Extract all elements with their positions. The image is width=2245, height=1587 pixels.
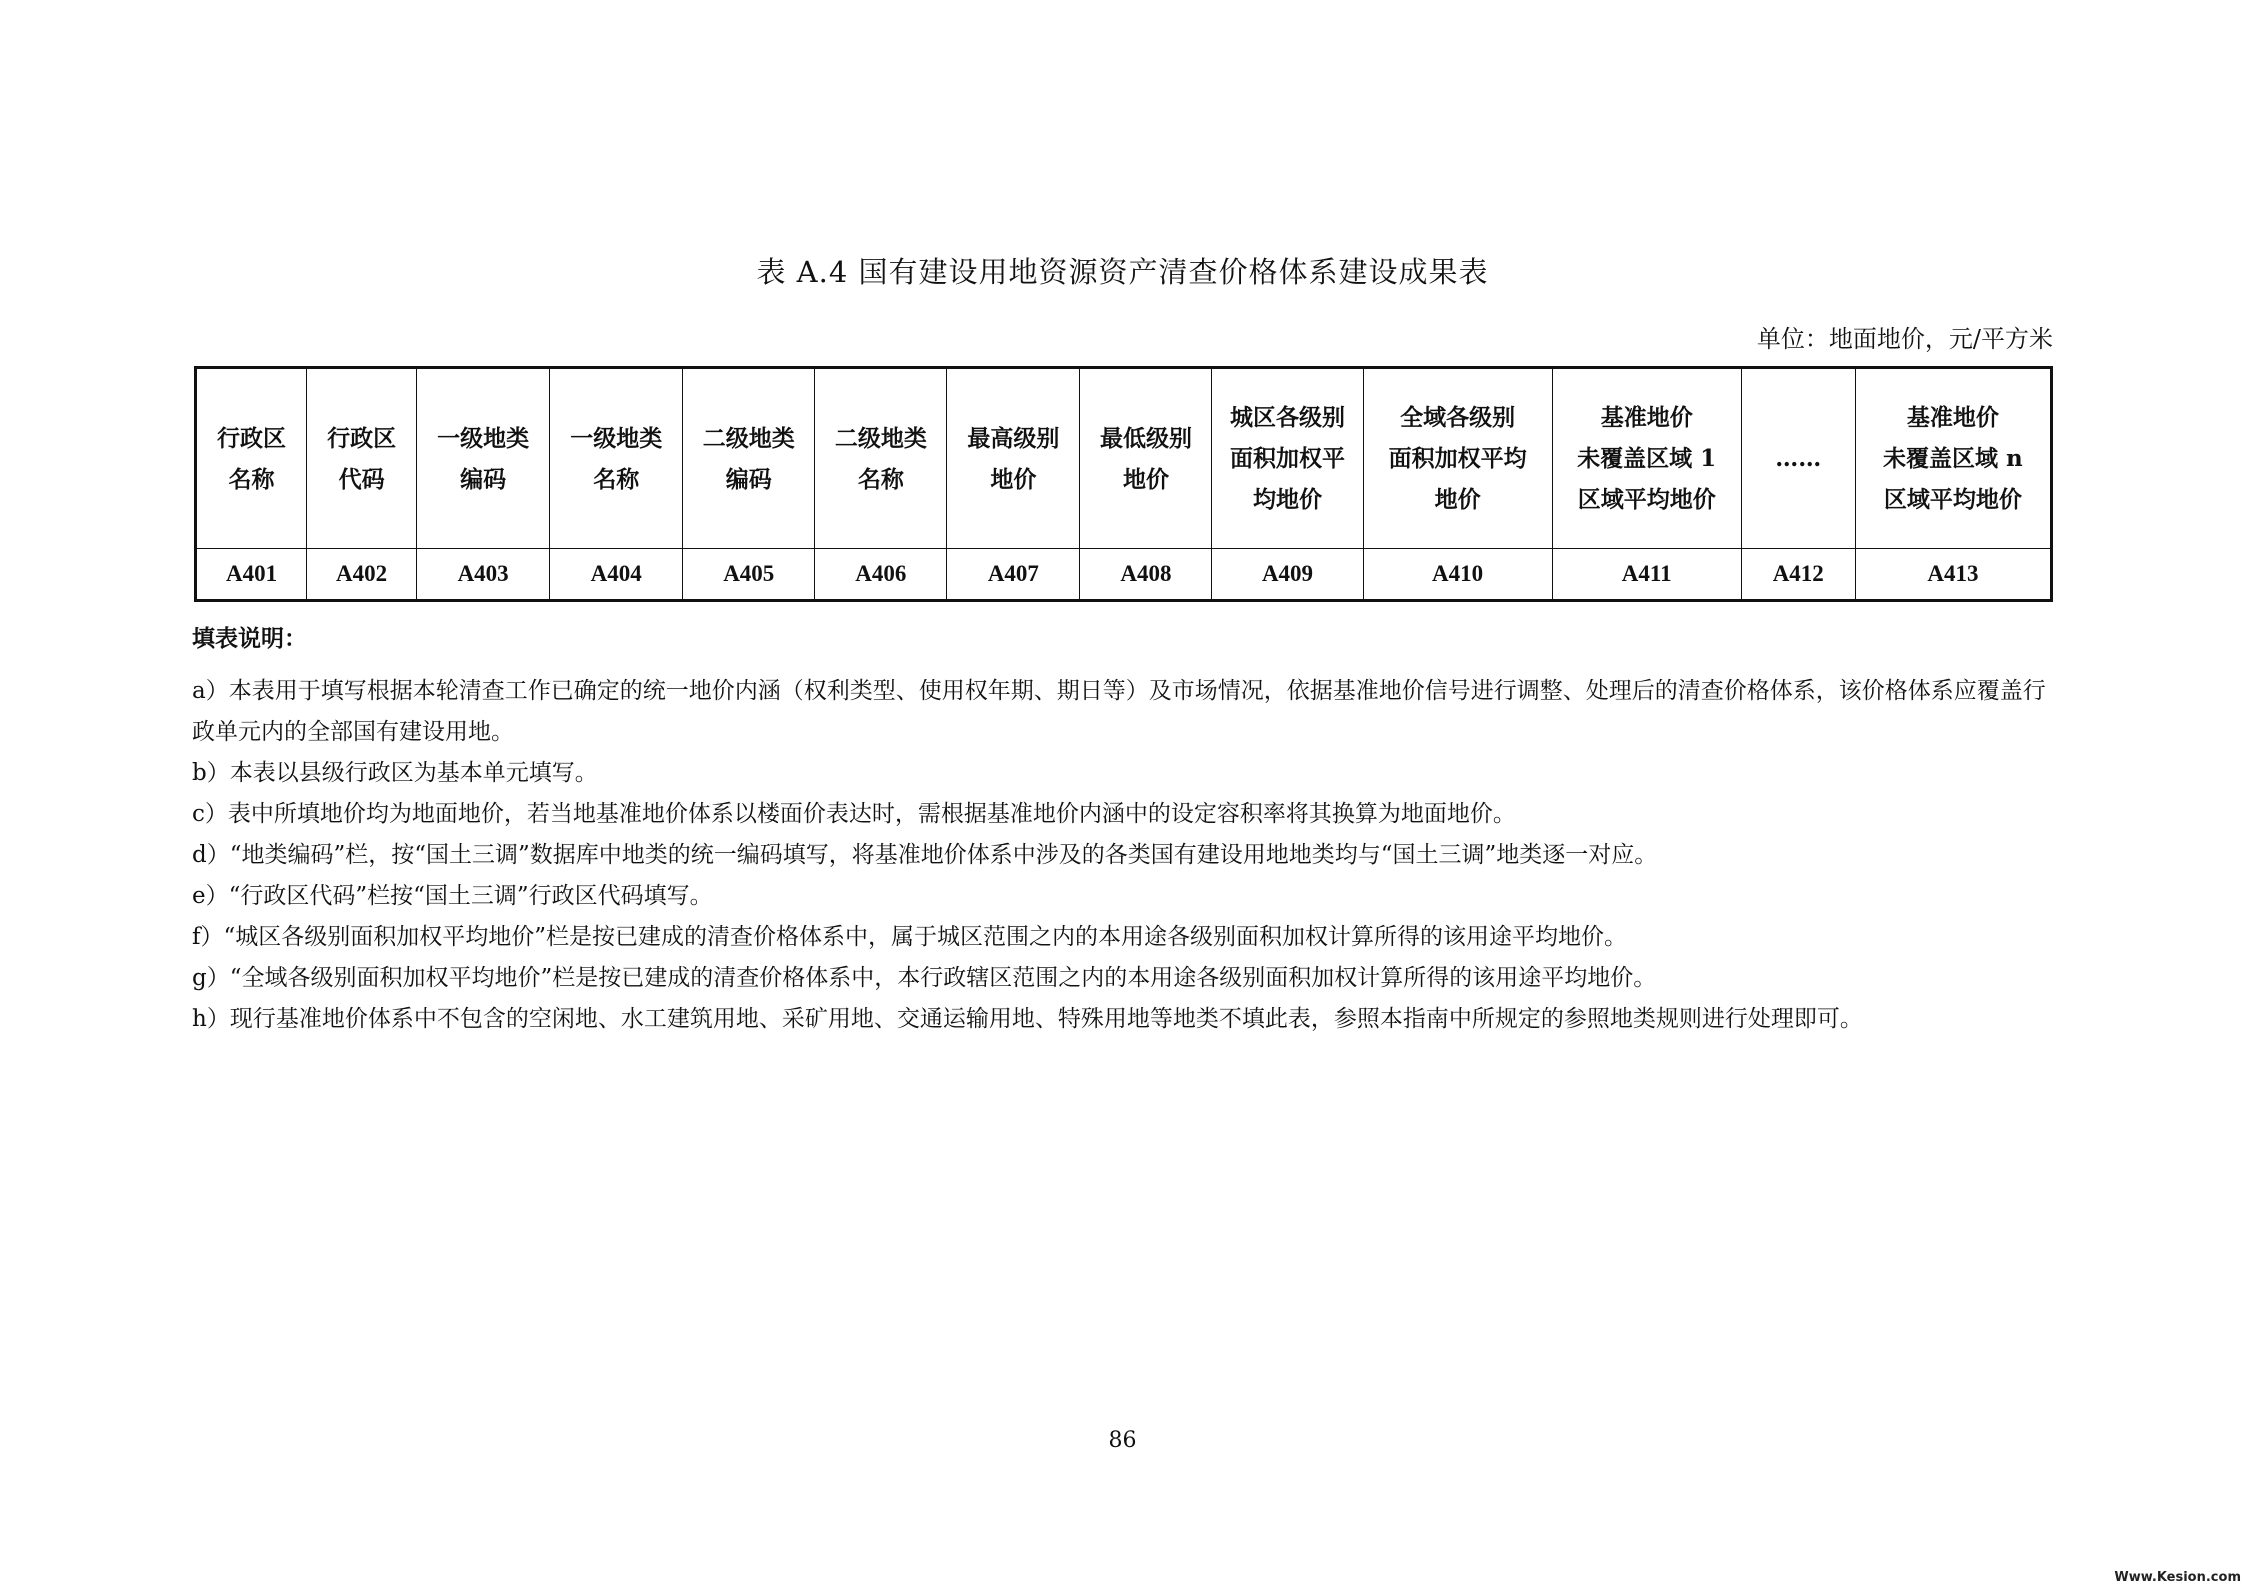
header-cell: 基准地价 未覆盖区域 n 区域平均地价: [1855, 368, 2051, 549]
code-cell: A406: [815, 549, 947, 601]
header-cell: 最高级别 地价: [947, 368, 1080, 549]
header-cell: 二级地类 编码: [683, 368, 815, 549]
header-cell: 全域各级别 面积加权平均 地价: [1363, 368, 1552, 549]
note-item-g: g）“全域各级别面积加权平均地价”栏是按已建成的清查价格体系中，本行政辖区范围之内的本用途各级别面积加权计算所得的该用途平均地价。: [192, 965, 1657, 991]
table-code-row: [196, 549, 2052, 601]
notes-title: 填表说明：: [192, 625, 307, 652]
header-cell: 行政区 代码: [307, 368, 417, 549]
note-item-e: e）“行政区代码”栏按“国土三调”行政区代码填写。: [192, 883, 713, 909]
header-cell: 二级地类 名称: [815, 368, 947, 549]
code-cell: A403: [417, 549, 550, 601]
table-title: 表 A.4 国有建设用地资源资产清查价格体系建设成果表: [756, 255, 1489, 289]
note-item-d: d）“地类编码”栏，按“国土三调”数据库中地类的统一编码填写，将基准地价体系中涉及的各类国有建设用地地类均与“国土三调”地类逐一对应。: [192, 842, 1658, 868]
unit-label: 单位：地面地价，元/平方米: [1756, 325, 2053, 353]
code-cell: A405: [683, 549, 815, 601]
code-cell: A412: [1741, 549, 1855, 601]
header-cell: 基准地价 未覆盖区域 1 区域平均地价: [1552, 368, 1741, 549]
code-cell: A410: [1363, 549, 1552, 601]
header-cell: 一级地类 编码: [417, 368, 550, 549]
note-item-a: a）本表用于填写根据本轮清查工作已确定的统一地价内涵（权利类型、使用权年期、期日等）及市场情况，依据基准地价信号进行调整、处理后的清查价格体系，该价格体系应覆盖行政单元内的全部国有建设用地。: [192, 678, 2046, 745]
code-cell: A408: [1080, 549, 1212, 601]
code-cell: A401: [196, 549, 307, 601]
header-cell: ……: [1741, 368, 1855, 549]
code-cell: A409: [1212, 549, 1363, 601]
code-cell: A411: [1552, 549, 1741, 601]
header-cell: 最低级别 地价: [1080, 368, 1212, 549]
notes-section: [192, 620, 2054, 1040]
code-cell: A413: [1855, 549, 2051, 601]
header-cell: 城区各级别 面积加权平 均地价: [1212, 368, 1363, 549]
header-cell: 一级地类 名称: [550, 368, 683, 549]
note-item-c: c）表中所填地价均为地面地价，若当地基准地价体系以楼面价表达时，需根据基准地价内涵中的设定容积率将其换算为地面地价。: [192, 801, 1516, 827]
header-cell: 行政区 名称: [196, 368, 307, 549]
watermark: Www.Kesion.com: [2114, 1570, 2241, 1585]
table-header-row: [196, 368, 2052, 549]
result-table: [194, 366, 2053, 602]
code-cell: A402: [307, 549, 417, 601]
note-item-f: f）“城区各级别面积加权平均地价”栏是按已建成的清查价格体系中，属于城区范围之内的本用途各级别面积加权计算所得的该用途平均地价。: [192, 924, 1628, 950]
note-item-b: b）本表以县级行政区为基本单元填写。: [192, 760, 598, 786]
page-number: 86: [1108, 1428, 1137, 1453]
code-cell: A404: [550, 549, 683, 601]
code-cell: A407: [947, 549, 1080, 601]
note-item-h: h）现行基准地价体系中不包含的空闲地、水工建筑用地、采矿用地、交通运输用地、特殊用地等地类不填此表，参照本指南中所规定的参照地类规则进行处理即可。: [192, 1006, 1863, 1032]
